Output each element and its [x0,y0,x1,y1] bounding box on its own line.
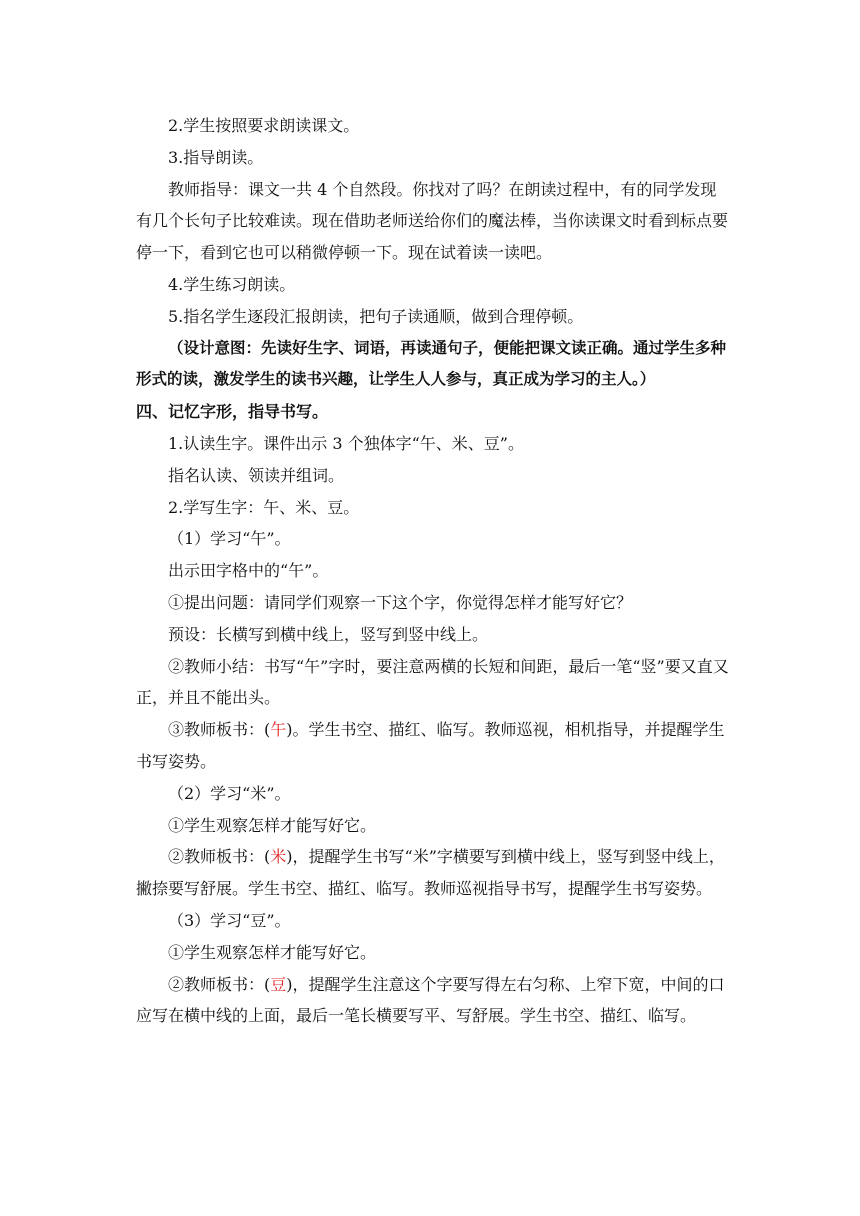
highlighted-character: 午 [270,720,287,740]
paragraph: 4.学生练习朗读。 [168,274,296,294]
text-run: ②教师板书：( [168,974,271,994]
text-run: )。学生书空、描红、临写。教师巡视，相机指导，并提醒学生书写姿势。 [136,720,725,771]
text-run: )，提醒学生注意这个字要写得左右匀称、上窄下宽，中间的口应写在横中线的上面，最后一笔长横要写平、写舒展。学生书空、描红、临写。 [136,974,725,1026]
paragraph: 1.认读生字。课件出示 3 个独体字“午、米、豆”。 [168,433,524,453]
highlighted-character: 米 [270,847,287,867]
text-run: ③教师板书：( [168,720,271,740]
sub-heading: （2）学习“米”。 [168,783,291,803]
paragraph [136,714,732,778]
highlighted-character: 豆 [270,974,287,994]
paragraph: 2.学写生字：午、米、豆。 [168,497,360,517]
paragraph: 3.指导朗读。 [168,147,264,167]
design-intent-note: （设计意图：先读好生字、词语，再读通句子，便能把课文读正确。通过学生多种形式的读，激发学生的读书兴趣，让学生人人参与，真正成为学习的主人。） [136,338,727,389]
paragraph: 指名认读、领读并组词。 [168,465,345,485]
paragraph: ①学生观察怎样才能写好它。 [168,815,377,835]
paragraph: ①提出问题：请同学们观察一下这个字，你觉得怎样才能写好它？ [168,592,633,612]
paragraph: ②教师小结：书写“午”字时，要注意两横的长短和间距，最后一笔“竖”要又直又正，并且不能出头。 [136,656,729,708]
paragraph: ①学生观察怎样才能写好它。 [168,942,377,962]
paragraph: 教师指导：课文一共 4 个自然段。你找对了吗？在朗读过程中，有的同学发现有几个长句子比较难读。现在借助老师送给你们的魔法棒，当你读课文时看到标点要停一下，看到它也可以稍微停顿一下。现在试着读一读吧。 [136,179,729,263]
paragraph: 出示田字格中的“午”。 [168,561,329,581]
paragraph [136,841,732,905]
paragraph: 预设：长横写到横中线上，竖写到竖中线上。 [168,624,489,644]
paragraph: 2.学生按照要求朗读课文。 [168,116,360,135]
text-run: )，提醒学生书写“米”字横要写到横中线上，竖写到竖中线上，撇捺要写舒展。学生书空、描红、临写。教师巡视指导书写，提醒学生书写姿势。 [136,847,725,899]
paragraph [136,969,732,1033]
lesson-content [136,110,732,1032]
section-heading: 四、记忆字形，指导书写。 [136,402,329,422]
text-run: ②教师板书：( [168,847,271,867]
sub-heading: （1）学习“午”。 [168,529,291,549]
sub-heading: （3）学习“豆”。 [168,910,291,930]
paragraph: 5.指名学生逐段汇报朗读，把句子读通顺，做到合理停顿。 [168,306,584,326]
